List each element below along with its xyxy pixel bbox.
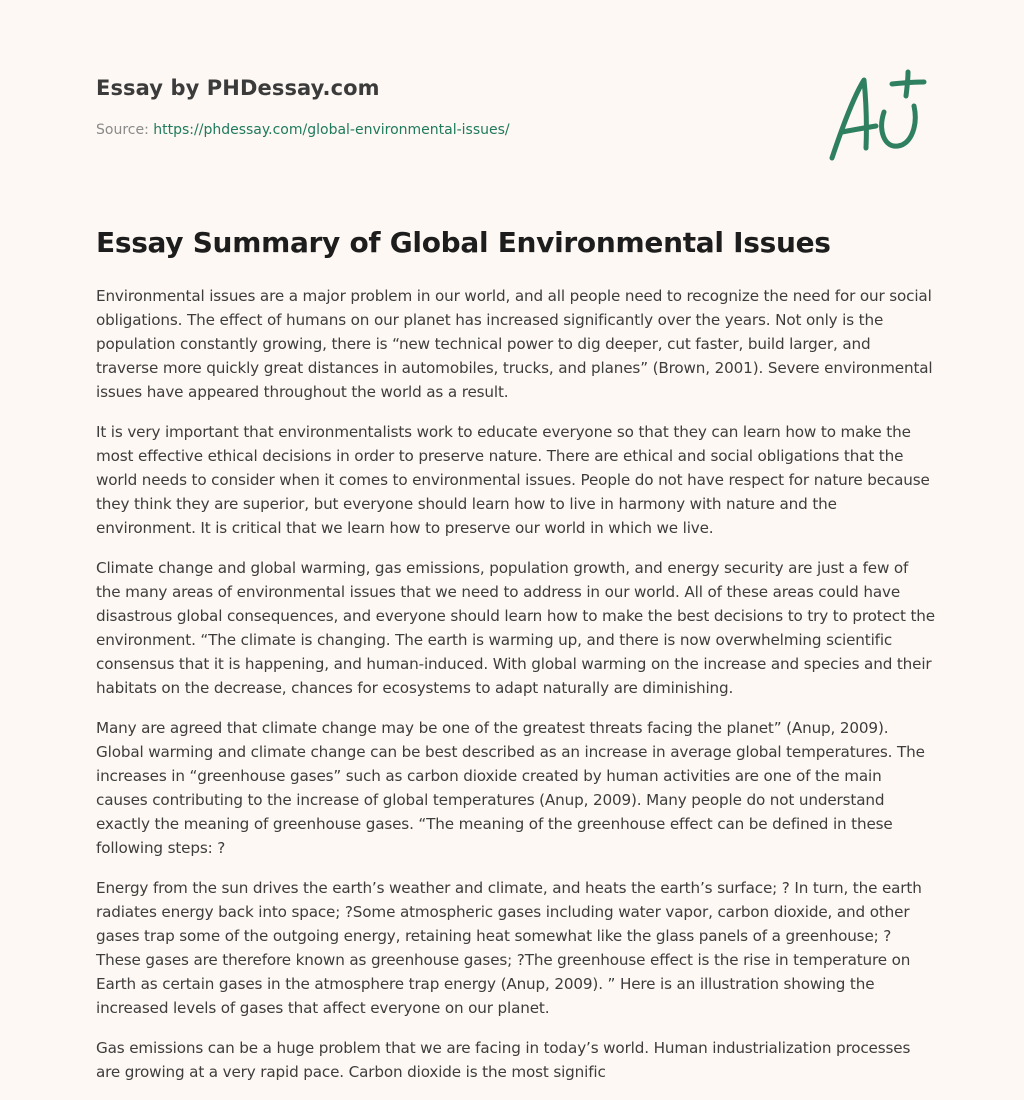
- essay-paragraph: Environmental issues are a major problem in our world, and all people need to recognize the need for our social obligations. The effect of humans on our planet has increased significantly over the years. Not only is the population constantly growing, there is “new technical power to dig deeper, cut faster, build larger, and traverse more quickly great distances in automobiles, trucks, and planes” (Brown, 2001). Severe environmental issues have appeared throughout the world as a result.: [96, 287, 933, 401]
- source-link[interactable]: https://phdessay.com/global-environmental-issues/: [153, 122, 510, 138]
- site-header: [96, 76, 776, 138]
- source-line: [96, 122, 776, 138]
- source-label: Source:: [96, 122, 154, 138]
- essay-paragraph: Energy from the sun drives the earth’s weather and climate, and heats the earth’s surface; ? In turn, the earth radiates energy back into space; ?Some atmospheric gases including water vapor, carbon dioxide, and other gases trap some of the outgoing energy, retaining heat somewhat like the glass panels of a greenhouse; ? These gases are therefore known as greenhouse gases; ?The greenhouse effect is the rise in temperature on Earth as certain gases in the atmosphere trap energy (Anup, 2009). ” Here is an illustration showing the increased levels of gases that affect everyone on our planet.: [96, 879, 922, 1017]
- essay-title: Essay Summary of Global Environmental Issues: [96, 226, 831, 259]
- essay-paragraph: It is very important that environmentalists work to educate everyone so that they can learn how to make the most effective ethical decisions in order to preserve nature. There are ethical and social obligations that the world needs to consider when it comes to environmental issues. People do not have respect for nature because they think they are superior, but everyone should learn how to live in harmony with nature and the environment. It is critical that we learn how to preserve our world in which we live.: [96, 423, 930, 537]
- essay-body: [96, 284, 936, 1100]
- essay-paragraph: Gas emissions can be a huge problem that we are facing in today’s world. Human industrialization processes are growing at a very rapid pace. Carbon dioxide is the most signific: [96, 1039, 911, 1081]
- a-plus-logo-icon: [820, 66, 930, 166]
- essay-paragraph: Many are agreed that climate change may be one of the greatest threats facing the planet” (Anup, 2009). Global warming and climate change can be best described as an increase in average global temperatures. The increases in “greenhouse gases” such as carbon dioxide created by human activities are one of the main causes contributing to the increase of global temperatures (Anup, 2009). Many people do not understand exactly the meaning of greenhouse gases. “The meaning of the greenhouse effect can be defined in these following steps: ?: [96, 719, 925, 857]
- essay-paragraph: Climate change and global warming, gas emissions, population growth, and energy security are just a few of the many areas of environmental issues that we need to address in our world. All of these areas could have disastrous global consequences, and everyone should learn how to make the best decisions to try to protect the environment. “The climate is changing. The earth is warming up, and there is now overwhelming scientific consensus that it is happening, and human-induced. With global warming on the increase and species and their habitats on the decrease, chances for ecosystems to adapt naturally are diminishing.: [96, 559, 935, 697]
- site-brand: Essay by PHDessay.com: [96, 76, 380, 100]
